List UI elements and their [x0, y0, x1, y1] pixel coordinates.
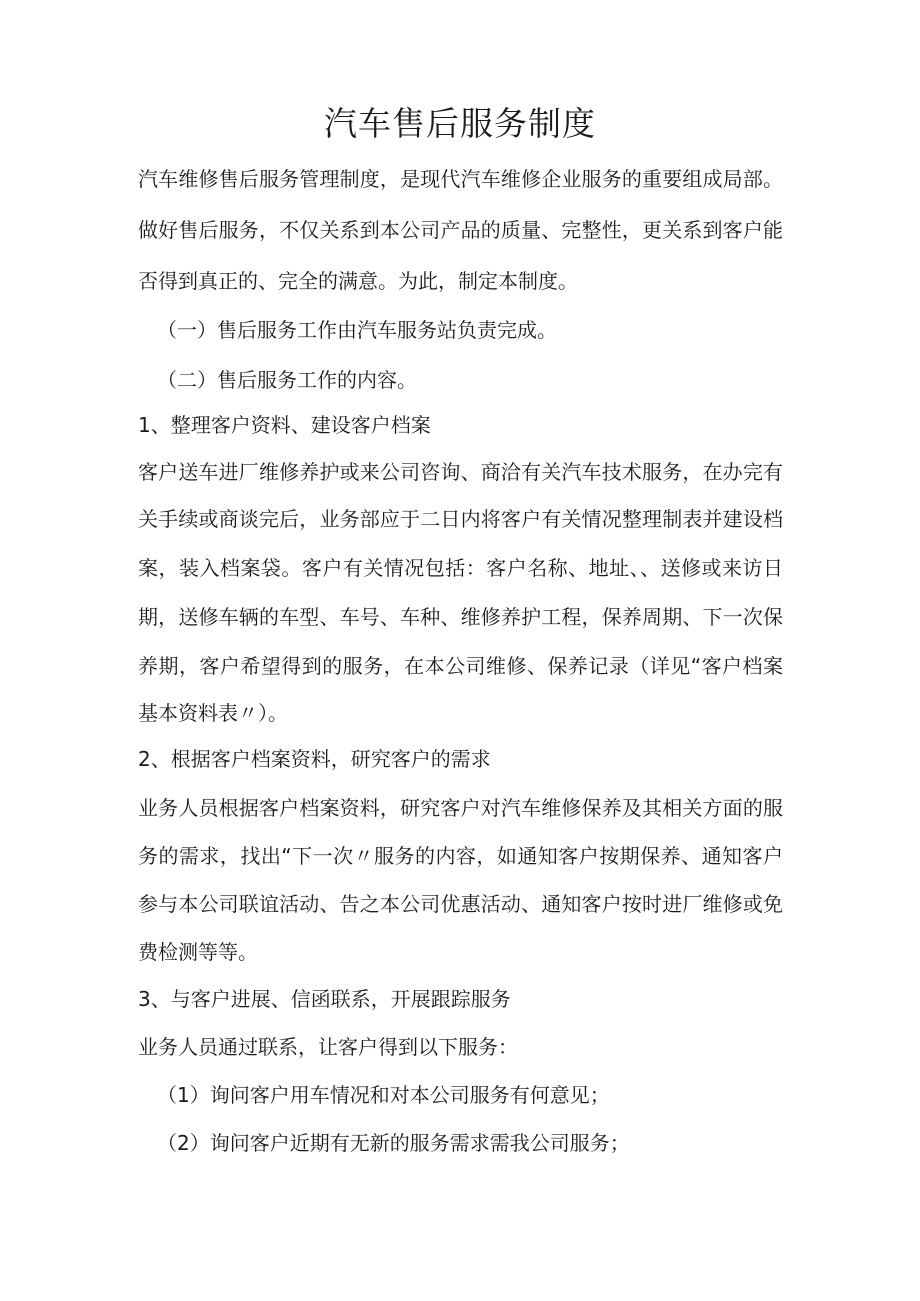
paragraph-line: 业务人员通过联系，让客户得到以下服务：	[138, 1035, 518, 1059]
paragraph-line: 费检测等等。	[138, 940, 258, 964]
paragraph-line: 关手续或商谈完后，业务部应于二日内将客户有关情况整理制表并建设档	[138, 507, 783, 531]
paragraph-line: 案，装入档案袋。客户有关情况包括：客户名称、地址、、送修或来访日	[138, 556, 783, 580]
list-item: （1）询问客户用车情况和对本公司服务有何意见；	[157, 1083, 610, 1107]
document-title: 汽车售后服务制度	[324, 104, 596, 143]
paragraph-line: 基本资料表〃）。	[138, 701, 288, 725]
paragraph-line: 客户送车进厂维修养护或来公司咨询、商洽有关汽车技术服务，在办完有	[138, 460, 783, 484]
paragraph-line: 养期，客户希望得到的服务，在本公司维修、保养记录（详见“客户档案	[138, 654, 783, 678]
paragraph-line: 做好售后服务，不仅关系到本公司产品的质量、完整性，更关系到客户能	[138, 218, 783, 242]
paragraph-line: 务的需求，找出“下一次〃服务的内容，如通知客户按期保养、通知客户	[138, 844, 783, 868]
paragraph-line: 汽车维修售后服务管理制度，是现代汽车维修企业服务的重要组成局部。	[138, 167, 783, 191]
numbered-heading: 2、根据客户档案资料，研究客户的需求	[138, 747, 491, 771]
section-line: （一）售后服务工作由汽车服务站负责完成。	[157, 318, 557, 342]
paragraph-line: 业务人员根据客户档案资料，研究客户对汽车维修保养及其相关方面的服	[138, 796, 783, 820]
paragraph-line: 期，送修车辆的车型、车号、车种、维修养护工程，保养周期、下一次保	[138, 605, 783, 629]
numbered-heading: 3、与客户进展、信函联系，开展跟踪服务	[138, 987, 511, 1011]
paragraph-line: 参与本公司联谊活动、告之本公司优惠活动、通知客户按时进厂维修或免	[138, 892, 783, 916]
paragraph-line: 否得到真正的、完全的满意。为此，制定本制度。	[138, 269, 578, 293]
numbered-heading: 1、整理客户资料、建设客户档案	[138, 413, 431, 437]
list-item: （2）询问客户近期有无新的服务需求需我公司服务；	[157, 1131, 630, 1155]
section-line: （二）售后服务工作的内容。	[157, 368, 417, 392]
